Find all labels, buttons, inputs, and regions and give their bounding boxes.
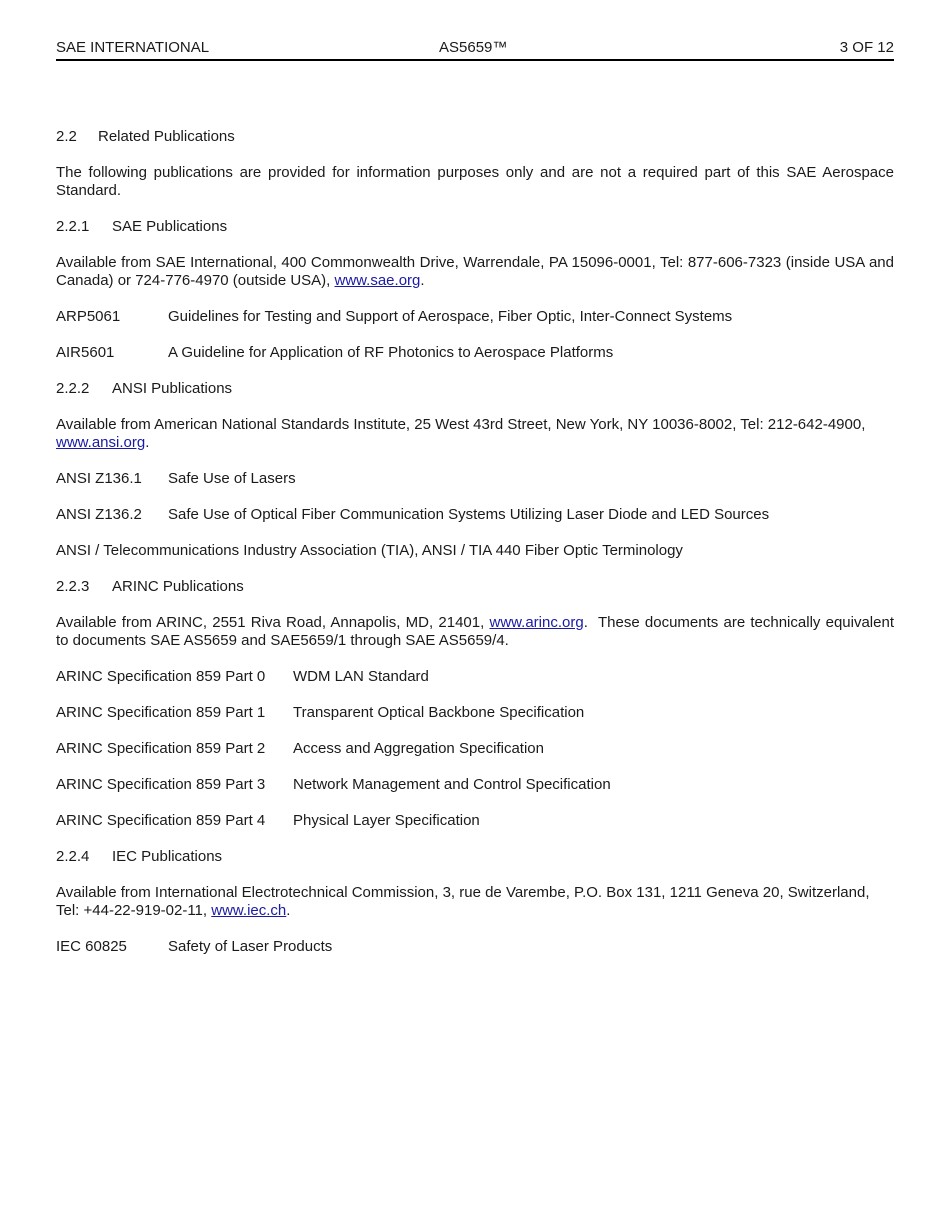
reference-title: Network Management and Control Specification [293,776,611,793]
ansi-website-link[interactable]: www.ansi.org [56,434,146,451]
availability-paragraph [56,416,894,452]
sae-website-link[interactable]: www.sae.org [334,272,421,289]
availability-paragraph [56,254,894,290]
section-heading-2-2-3 [56,578,894,596]
section-number: 2.2.4 [56,848,90,865]
section-intro-paragraph: The following publications are provided for information purposes only and are not a required part of this SAE Aerospace Standard. [56,164,894,199]
availability-text: Available from ARINC, 2551 Riva Road, Annapolis, MD, 21401, [56,614,490,631]
section-heading-2-2-2 [56,380,894,398]
reference-code: ANSI Z136.2 [56,506,142,523]
section-number: 2.2.3 [56,578,90,595]
iec-website-link[interactable]: www.iec.ch [211,902,287,919]
section-heading-2-2-1 [56,218,894,236]
section-title: ANSI Publications [112,380,233,397]
reference-title: Safety of Laser Products [168,938,333,955]
reference-title: Physical Layer Specification [293,812,480,829]
availability-paragraph [56,884,894,920]
reference-title: Safe Use of Lasers [168,470,296,487]
header-page-number: 3 OF 12 [839,39,894,56]
availability-text: Available from American National Standards Institute, 25 West 43rd Street, New York, NY 10036-8002, Tel: 212-642-4900, [56,416,866,433]
section-number: 2.2.2 [56,380,90,397]
reference-code: AIR5601 [56,344,115,361]
reference-code: ARP5061 [56,308,121,325]
reference-code: ARINC Specification 859 Part 0 [56,668,266,685]
reference-entry [56,344,894,362]
section-title: IEC Publications [112,848,223,865]
reference-title: A Guideline for Application of RF Photonics to Aerospace Platforms [168,344,614,361]
arinc-website-link[interactable]: www.arinc.org [489,614,584,631]
reference-title: Transparent Optical Backbone Specification [293,704,585,721]
section-title: Related Publications [98,128,235,145]
reference-code: ARINC Specification 859 Part 3 [56,776,266,793]
availability-text-end: . [420,272,425,289]
section-heading-2-2 [56,128,894,146]
reference-entry [56,812,894,830]
page-header [56,39,894,61]
document-body [56,128,899,956]
reference-entry [56,308,894,326]
reference-code: ANSI Z136.1 [56,470,142,487]
header-organization: SAE INTERNATIONAL [56,39,210,56]
reference-entry [56,740,894,758]
section-title: ARINC Publications [112,578,244,595]
section-title: SAE Publications [112,218,228,235]
availability-text: Available from SAE International, 400 Commonwealth Drive, Warrendale, PA 15096-0001, Tel: 877-606-7323 (inside USA and Canada) or 724-776-4970 (outside USA), [56,254,894,289]
reference-entry [56,776,894,794]
reference-entry [56,938,894,956]
availability-paragraph [56,614,899,650]
reference-title: Access and Aggregation Specification [293,740,544,757]
section-heading-2-2-4 [56,848,894,866]
reference-code: ARINC Specification 859 Part 1 [56,704,266,721]
availability-text: Available from International Electrotechnical Commission, 3, rue de Varembe, P.O. Box 131, 1211 Geneva 20, Switzerland, Tel: +44-22-919-02-11, [56,884,870,919]
reference-code: IEC 60825 [56,938,127,955]
reference-title: Guidelines for Testing and Support of Aerospace, Fiber Optic, Inter-Connect Systems [168,308,733,325]
reference-code: ARINC Specification 859 Part 4 [56,812,266,829]
reference-code: ARINC Specification 859 Part 2 [56,740,266,757]
reference-entry-tia: ANSI / Telecommunications Industry Association (TIA), ANSI / TIA 440 Fiber Optic Terminology [56,542,683,559]
section-number: 2.2 [56,128,77,145]
availability-text-end: . [145,434,150,451]
availability-text-end: . These documents are technically equivalent to documents SAE AS5659 and SAE5659/1 through SAE AS5659/4. [56,614,899,649]
reference-entry [56,668,894,686]
reference-title: WDM LAN Standard [293,668,429,685]
availability-text-end: . [286,902,291,919]
reference-entry [56,470,894,488]
header-document-number: AS5659™ [439,39,508,56]
reference-entry [56,704,894,722]
reference-entry [56,506,894,524]
reference-title: Safe Use of Optical Fiber Communication Systems Utilizing Laser Diode and LED Sources [168,506,770,523]
section-number: 2.2.1 [56,218,90,235]
